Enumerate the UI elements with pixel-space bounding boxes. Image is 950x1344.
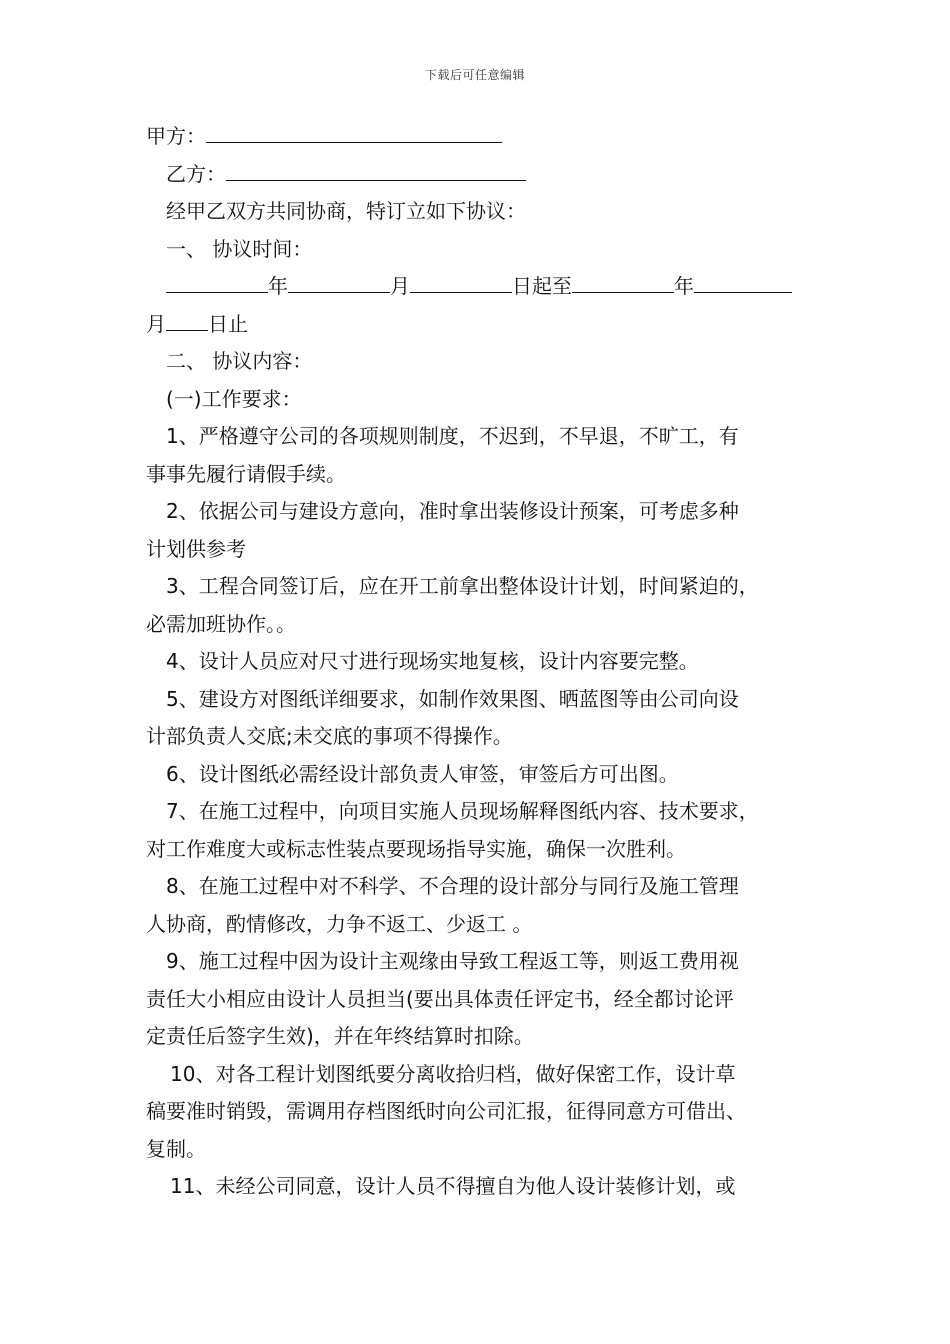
item-7-line-2: 对工作难度大或标志性装点要现场指导实施，确保一次胜利。 (146, 836, 686, 861)
agreement-body (146, 118, 810, 1206)
item-1-line-1: 1、严格遵守公司的各项规则制度，不迟到，不早退，不旷工，有 (166, 424, 739, 448)
item-3-line-2: 必需加班协作。。 (146, 611, 296, 636)
sub-section-title: (一)工作要求： (166, 386, 302, 411)
item-10-line-2: 稿要准时销毁，需调用存档图纸时向公司汇报，征得同意方可借出、 (146, 1099, 746, 1123)
item-2-line-2: 计划供参考 (146, 536, 246, 561)
month-from-blank (288, 272, 390, 293)
item-9-line-3: 定责任后签字生效)，并在年终结算时扣除。 (146, 1024, 534, 1048)
party-a-label: 甲方： (146, 124, 206, 148)
item-5-line-1: 5、建设方对图纸详细要求，如制作效果图、晒蓝图等由公司向设 (166, 686, 739, 711)
item-10-line-3: 复制。 (146, 1136, 206, 1161)
item-10-line-1: 10、对各工程计划图纸要分离收拾归档，做好保密工作，设计草 (170, 1061, 736, 1086)
year-from-label: 年 (268, 274, 288, 298)
section-2-title: 二、 协议内容： (166, 349, 313, 373)
item-6-line-1: 6、设计图纸必需经设计部负责人审签，审签后方可出图。 (166, 761, 679, 786)
year-to-label: 年 (674, 274, 694, 298)
item-3-line-1: 3、工程合同签订后，应在开工前拿出整体设计计划，时间紧迫的， (166, 574, 759, 598)
day-from-blank (410, 272, 512, 293)
item-8-line-1: 8、在施工过程中对不科学、不合理的设计部分与同行及施工管理 (166, 874, 739, 898)
party-b-label: 乙方： (166, 161, 226, 186)
item-9-line-1: 9、施工过程中因为设计主观缘由导致工程返工等，则返工费用视 (166, 949, 739, 973)
party-a-blank (206, 122, 502, 143)
party-b-blank (226, 160, 526, 181)
month-from-label: 月 (390, 274, 410, 298)
page-header: 下载后可任意编辑 (424, 68, 525, 82)
year-from-blank (166, 272, 268, 293)
day-from-label: 日起至 (512, 274, 572, 298)
item-9-line-2: 责任大小相应由设计人员担当(要出具体责任评定书，经全都讨论评 (146, 986, 734, 1011)
item-4-line-1: 4、设计人员应对尺寸进行现场实地复核，设计内容要完整。 (166, 649, 699, 673)
year-to-blank (572, 272, 674, 293)
item-8-line-2: 人协商，酌情修改，力争不返工、少返工 。 (146, 911, 533, 936)
item-2-line-1: 2、依据公司与建设方意向，准时拿出装修设计预案，可考虑多种 (166, 499, 739, 523)
date-range-line (146, 268, 810, 306)
item-11-line-1: 11、未经公司同意，设计人员不得擅自为他人设计装修计划，或 (170, 1174, 736, 1198)
day-to-label: 日止 (208, 311, 248, 336)
item-5-line-2: 计部负责人交底;未交底的事项不得操作。 (146, 724, 513, 748)
intro-text: 经甲乙双方共同协商，特订立如下协议： (166, 199, 526, 223)
section-1-title: 一、 协议时间： (166, 236, 313, 261)
item-1-line-2: 事事先履行请假手续。 (146, 461, 346, 486)
day-to-blank (166, 310, 208, 331)
month-to-blank (694, 272, 792, 293)
party-b-line (146, 156, 810, 194)
date-range-line-cont (146, 306, 810, 344)
month-to-label: 月 (146, 311, 166, 336)
item-7-line-1: 7、在施工过程中，向项目实施人员现场解释图纸内容、技术要求， (166, 799, 759, 823)
party-a-line (146, 118, 810, 156)
